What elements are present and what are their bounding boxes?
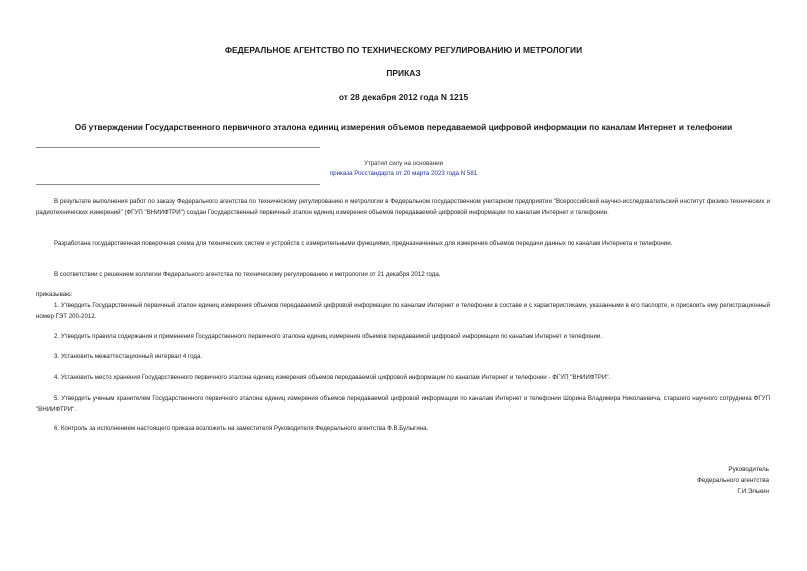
signature-name: Г.И.Элькин <box>737 488 769 495</box>
paragraph-item-2: 2. Утвердить правила содержания и применения Государственного первичного эталона единиц измерения объемов передаваемой цифровой информации по каналам Интернет и телефонии. <box>54 333 603 340</box>
document-date-number: от 28 декабря 2012 года N 1215 <box>338 92 469 102</box>
document-title: Об утверждении Государственного первичного эталона единиц измерения объемов передаваемой цифровой информации по каналам Интернет и телефонии <box>74 122 733 132</box>
paragraph-item-1: 1. Утвердить Государственный первичный эталон единиц измерения объемов передаваемой цифровой информации по каналам Интернет и телефонии в составе и с характеристиками, указанными в его паспорте, и присвоить ему регистрационный номер ГЭТ 200-2012. <box>36 302 770 320</box>
signature-agency: Федерального агентства <box>697 477 769 484</box>
status-note: Утратил силу на основании <box>363 160 444 167</box>
paragraph-order: приказываю: <box>36 291 73 298</box>
paragraph-3: В соответствии с решением коллегии Федерального агентства по техническому регулированию и метрологии от 21 декабря 2012 года, <box>54 271 441 278</box>
paragraph-item-4: 4. Установить место хранения Государственного первичного эталона единиц измерения объемов передаваемой цифровой информации по каналам Интернет и телефонии - ФГУП "ВНИИФТРИ". <box>54 374 611 381</box>
status-link[interactable]: приказа Росстандарта от 20 марта 2023 года N 581 <box>329 170 478 177</box>
paragraph-item-5: 5. Утвердить ученым хранителем Государственного первичного эталона единиц измерения объемов передаваемой цифровой информации по каналам Интернет и телефонии Шорина Владимира Николаевича, старшего научного сотрудника ФГУП "ВНИИФТРИ". <box>36 395 770 413</box>
signature-title: Руководитель <box>728 466 769 473</box>
paragraph-1: В результате выполнения работ по заказу Федерального агентства по техническому регулированию и метрологии в Федеральном государственном унитарном предприятии "Всероссийский научно-исследовательский институт физико-технических и радиотехнических измерений" (ФГУП "ВНИИФТРИ") создан Государственный первичный эталон единиц измерения объемов передаваемой цифровой информации по каналам Интернет и телефонии. <box>36 198 770 216</box>
divider-bottom <box>36 184 320 185</box>
paragraph-2: Разработана государственная поверочная схема для технических систем и устройств с измерительными функциями, предназначенных для измерения объемов передачи данных по каналам Интернета и телефонии. <box>54 240 673 247</box>
document-type: ПРИКАЗ <box>386 68 421 78</box>
divider-top <box>36 147 320 148</box>
paragraph-item-6: 6. Контроль за исполнением настоящего приказа возложить на заместителя Руководителя Федерального агентства Ф.В.Булыгина. <box>54 425 429 432</box>
agency-name: ФЕДЕРАЛЬНОЕ АГЕНТСТВО ПО ТЕХНИЧЕСКОМУ РЕГУЛИРОВАНИЮ И МЕТРОЛОГИИ <box>224 45 583 55</box>
paragraph-item-3: 3. Установить межаттестационный интервал 4 года. <box>54 353 203 360</box>
